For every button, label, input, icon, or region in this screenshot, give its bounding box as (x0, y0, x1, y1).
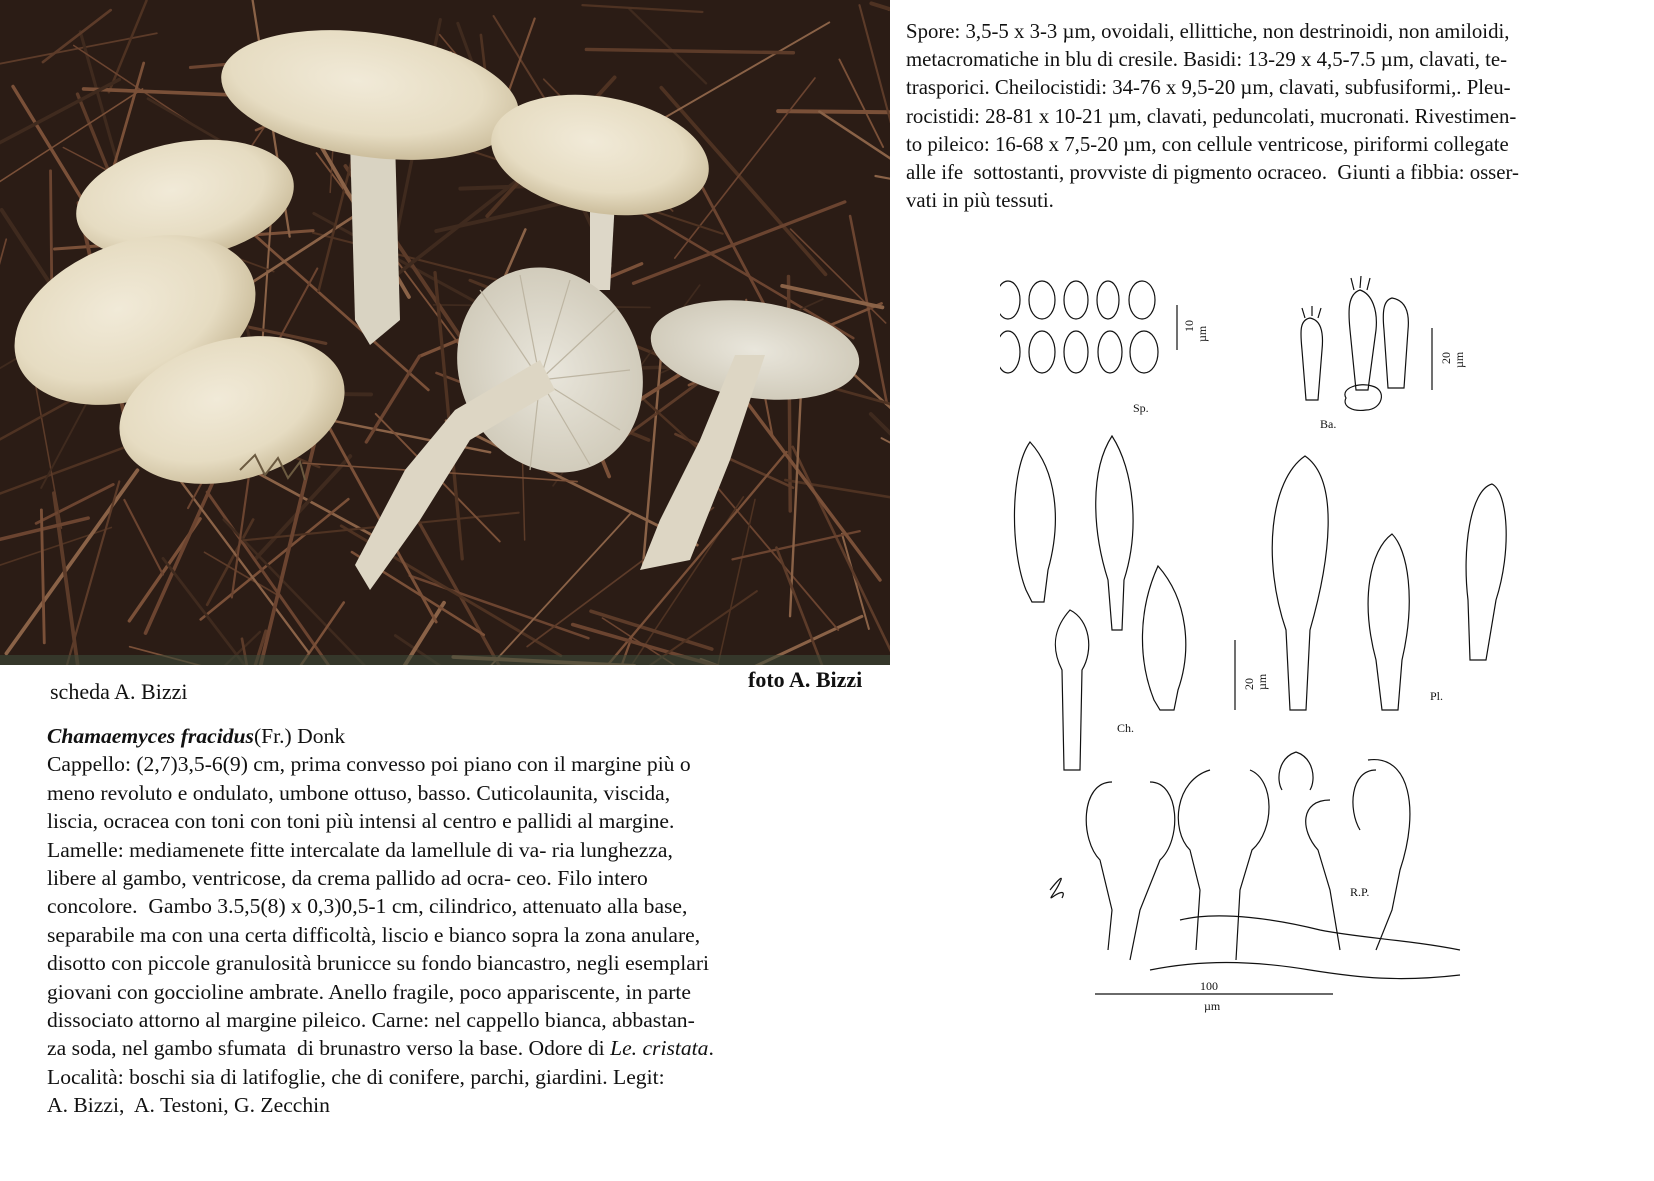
description-line: Lamelle: mediamenete fitte intercalate da lamellule di va- ria lunghezza, (47, 837, 673, 862)
description-line-odor (47, 1034, 847, 1062)
spores-unit: µm (1195, 325, 1209, 342)
spores-scale: 10 (1182, 320, 1196, 332)
pileipellis-label: R.P. (1350, 885, 1370, 899)
microscopy-line: rocistidi: 28-81 x 10-21 µm, clavati, peduncolati, mucronati. Rivestimen- (906, 104, 1517, 128)
description-line: disotto con piccole granulosità brunicce su fondo biancastro, negli esemplari (47, 951, 710, 976)
cystidia-unit: µm (1255, 673, 1269, 690)
odor-species: Le. cristata (610, 1036, 709, 1061)
basidia-scale: 20 (1439, 352, 1453, 364)
species-title (47, 722, 847, 750)
basidia-drawing (1301, 276, 1432, 410)
microscopy-line: vati in più tessuti. (906, 189, 1054, 213)
species-authority: (Fr.) Donk (253, 724, 346, 748)
description-line: Cappello: (2,7)3,5-6(9) cm, prima convesso poi piano con il margine più o (47, 752, 691, 777)
description-line: meno revoluto e ondulato, umbone ottuso, basso. Cuticolaunita, viscida, (47, 780, 671, 805)
microscopy-line: to pileico: 16-68 x 7,5-20 µm, con cellule ventricose, piriformi collegate (906, 132, 1509, 156)
spores-label: Sp. (1133, 401, 1149, 415)
cheilo-label: Ch. (1117, 721, 1135, 735)
description-line: concolore. Gambo 3.5,5(8) x 0,3)0,5-1 cm, cilindrico, attenuato alla base, (47, 894, 688, 919)
description-line: giovani con goccioline ambrate. Anello fragile, poco appariscente, in parte (47, 979, 691, 1004)
description-line: A. Bizzi, A. Testoni, G. Zecchin (47, 1093, 330, 1118)
main-scale-value: 100 (1200, 979, 1218, 993)
microscopy-line: alle ife sottostanti, provviste di pigmento ocraceo. Giunti a fibbia: osser- (906, 161, 1519, 185)
species-name: Chamaemyces fracidus (47, 724, 254, 748)
basidia-label: Ba. (1320, 417, 1337, 431)
main-scale-unit: µm (1204, 999, 1221, 1013)
microscopy-block (906, 18, 1646, 215)
spores-drawing (1000, 281, 1177, 373)
sheet-author: scheda A. Bizzi (50, 679, 188, 704)
microscopy-line: metacromatiche in blu di cresile. Basidi: 13-29 x 4,5-7.5 µm, clavati, te- (906, 48, 1508, 72)
description-line: Località: boschi sia di latifoglie, che di conifere, parchi, giardini. Legit: (47, 1064, 665, 1089)
microscopy-line: Spore: 3,5-5 x 3-3 µm, ovoidali, ellittiche, non destrinoidi, non amiloidi, (906, 20, 1510, 43)
description-line: za soda, nel gambo sfumata di brunastro verso la base. Odore di (47, 1036, 611, 1061)
pleurocystidia-drawing (1272, 456, 1506, 710)
description-block (47, 722, 847, 1120)
mushroom-photo (0, 0, 890, 665)
drawing-svg (1000, 270, 1560, 1070)
basidia-unit: µm (1452, 351, 1466, 368)
description-line: dissociato attorno al margine pileico. Carne: nel cappello bianca, abbastan- (47, 1008, 695, 1033)
cystidia-scale: 20 (1242, 678, 1256, 690)
description-line: liscia, ocracea con toni con toni più intensi al centro e pallidi al margine. (47, 809, 675, 834)
description-line: separabile ma con una certa difficoltà, liscio e bianco sopra la zona anulare, (47, 922, 701, 947)
microscopy-drawing (1000, 270, 1560, 1070)
signature-mark (1050, 878, 1063, 898)
description-line: libere al gambo, ventricose, da crema pallido ad ocra- ceo. Filo intero (47, 866, 648, 891)
cheilocystidia-drawing (1014, 436, 1235, 770)
photo-svg (0, 0, 890, 665)
microscopy-line: trasporici. Cheilocistidi: 34-76 x 9,5-20 µm, clavati, subfusiformi,. Pleu- (906, 76, 1511, 100)
pileipellis-drawing (1086, 752, 1460, 979)
photo-credit: foto A. Bizzi (748, 667, 863, 692)
pleuro-label: Pl. (1430, 689, 1444, 703)
odor-end: . (708, 1036, 714, 1061)
